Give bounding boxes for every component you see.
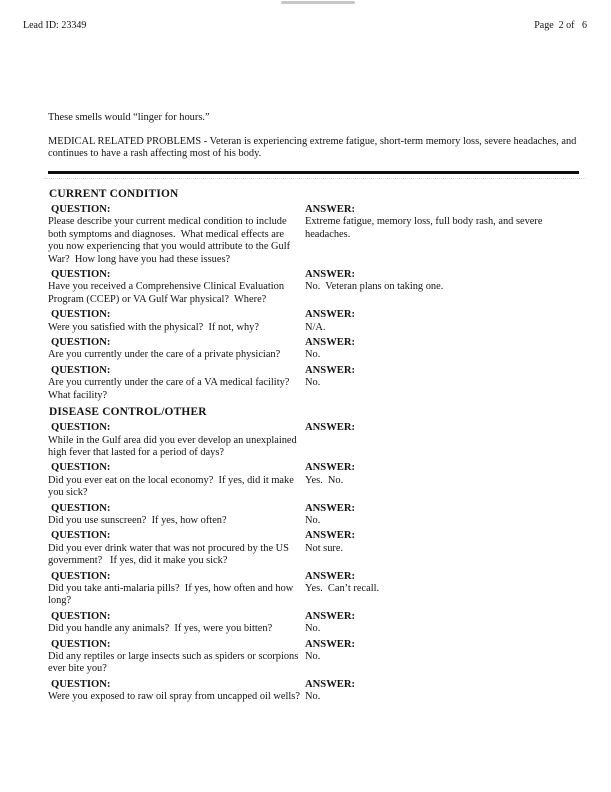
answer-label: ANSWER: (305, 638, 356, 650)
qa-row (48, 571, 580, 608)
answer-text: No. (305, 691, 321, 703)
question-text: Are you currently under the care of a private physician? (48, 349, 281, 361)
question-cell (48, 269, 305, 306)
answer-cell (305, 365, 580, 402)
question-text: Did you ever eat on the local economy? If yes, did it make you sick? (48, 474, 297, 499)
document-header (23, 20, 587, 32)
answer-label: ANSWER: (305, 462, 356, 474)
answer-cell (305, 269, 580, 306)
answer-cell (305, 530, 580, 567)
question-text: Have you received a Comprehensive Clinical Evaluation Program (CCEP) or VA Gulf War physical? Where? (48, 281, 287, 305)
qa-row (48, 679, 580, 704)
question-text: Were you exposed to raw oil spray from uncapped oil wells? (48, 691, 300, 703)
question-label: QUESTION: (51, 269, 111, 281)
answer-cell (305, 422, 580, 459)
question-text: Did you ever drink water that was not procured by the US government? If yes, did it make you sick? (48, 542, 292, 567)
answer-cell (305, 204, 580, 266)
question-label: QUESTION: (51, 309, 111, 321)
qa-row (48, 462, 580, 499)
answer-label: ANSWER: (305, 204, 356, 215)
question-label: QUESTION: (51, 204, 111, 215)
question-text: Did you take anti-malaria pills? If yes, how often and how long? (48, 582, 296, 607)
answer-text: No. Veteran plans on taking one. (305, 281, 444, 293)
intro-medical-problems: MEDICAL RELATED PROBLEMS - Veteran is experiencing extreme fatigue, short-term memory loss, severe headaches, and continues to have a rash affecting most of his body. (48, 136, 579, 160)
answer-text: Extreme fatigue, memory loss, full body rash, and severe headaches. (305, 216, 546, 240)
question-label: QUESTION: (51, 570, 111, 582)
question-text: While in the Gulf area did you ever develop an unexplained high fever that lasted for a period of days? (48, 434, 300, 458)
answer-label: ANSWER: (305, 422, 356, 434)
scan-artifact-bar (281, 1, 355, 4)
question-text: Did you handle any animals? If yes, were you bitten? (48, 623, 273, 635)
question-cell (48, 337, 305, 362)
answer-cell (305, 679, 580, 704)
question-cell (48, 309, 305, 334)
question-text: Are you currently under the care of a VA medical facility? What facility? (48, 377, 295, 401)
section-divider-rule (48, 171, 579, 174)
question-label: QUESTION: (51, 530, 111, 542)
answer-cell (305, 309, 580, 334)
question-label: QUESTION: (51, 422, 111, 434)
question-label: QUESTION: (51, 638, 111, 650)
question-cell (48, 611, 305, 636)
answer-text: No. (305, 651, 321, 662)
question-text: Please describe your current medical condition to include both symptoms and diagnoses. What medical effects are you now experiencing that you would attribute to the Gulf War? How long have you had these issues? (48, 216, 293, 265)
answer-label: ANSWER: (305, 309, 356, 321)
question-label: QUESTION: (51, 610, 111, 622)
question-cell (48, 503, 305, 528)
scan-noise-line (44, 178, 586, 179)
answer-text: No. (305, 349, 321, 361)
answer-text: Not sure. (305, 542, 344, 554)
qa-content (48, 184, 580, 704)
answer-cell (305, 337, 580, 362)
answer-label: ANSWER: (305, 364, 356, 376)
qa-row (48, 639, 580, 676)
qa-row (48, 365, 580, 402)
answer-text: No. (305, 514, 321, 526)
section-title-current-condition: CURRENT CONDITION (49, 188, 179, 200)
qa-row (48, 611, 580, 636)
answer-text: Yes. Can’t recall. (305, 582, 380, 594)
qa-row (48, 337, 580, 362)
question-label: QUESTION: (51, 678, 111, 690)
answer-label: ANSWER: (305, 502, 356, 514)
answer-label: ANSWER: (305, 570, 356, 582)
question-cell (48, 422, 305, 459)
answer-label: ANSWER: (305, 610, 356, 622)
answer-cell (305, 462, 580, 499)
answer-label: ANSWER: (305, 337, 356, 349)
section-title-disease-control: DISEASE CONTROL/OTHER (49, 406, 207, 419)
question-label: QUESTION: (51, 337, 111, 349)
question-cell (48, 530, 305, 567)
answer-label: ANSWER: (305, 678, 356, 690)
intro-smells-note: These smells would “linger for hours.” (48, 112, 210, 123)
question-text: Did any reptiles or large insects such as spiders or scorpions ever bite you? (48, 651, 301, 675)
answer-cell (305, 503, 580, 528)
answer-text: No. (305, 377, 321, 389)
qa-row (48, 309, 580, 334)
answer-cell (305, 611, 580, 636)
question-label: QUESTION: (51, 502, 111, 514)
question-cell (48, 204, 305, 266)
question-cell (48, 571, 305, 608)
question-cell (48, 462, 305, 499)
question-label: QUESTION: (51, 364, 111, 376)
qa-row (48, 503, 580, 528)
question-cell (48, 639, 305, 676)
lead-id: Lead ID: 23349 (23, 20, 87, 31)
question-label: QUESTION: (51, 462, 111, 474)
question-cell (48, 679, 305, 704)
qa-row (48, 269, 580, 306)
answer-text: Yes. No. (305, 474, 344, 486)
answer-label: ANSWER: (305, 269, 356, 281)
answer-cell (305, 571, 580, 608)
answer-text: N/A. (305, 321, 326, 333)
qa-row (48, 422, 580, 459)
qa-row (48, 204, 580, 266)
answer-cell (305, 639, 580, 676)
answer-label: ANSWER: (305, 530, 356, 542)
question-cell (48, 365, 305, 402)
question-text: Did you use sunscreen? If yes, how often? (48, 514, 227, 526)
page-indicator: Page 2 of 6 (534, 20, 587, 31)
answer-text: No. (305, 623, 321, 635)
qa-row (48, 530, 580, 567)
question-text: Were you satisfied with the physical? If not, why? (48, 321, 259, 333)
